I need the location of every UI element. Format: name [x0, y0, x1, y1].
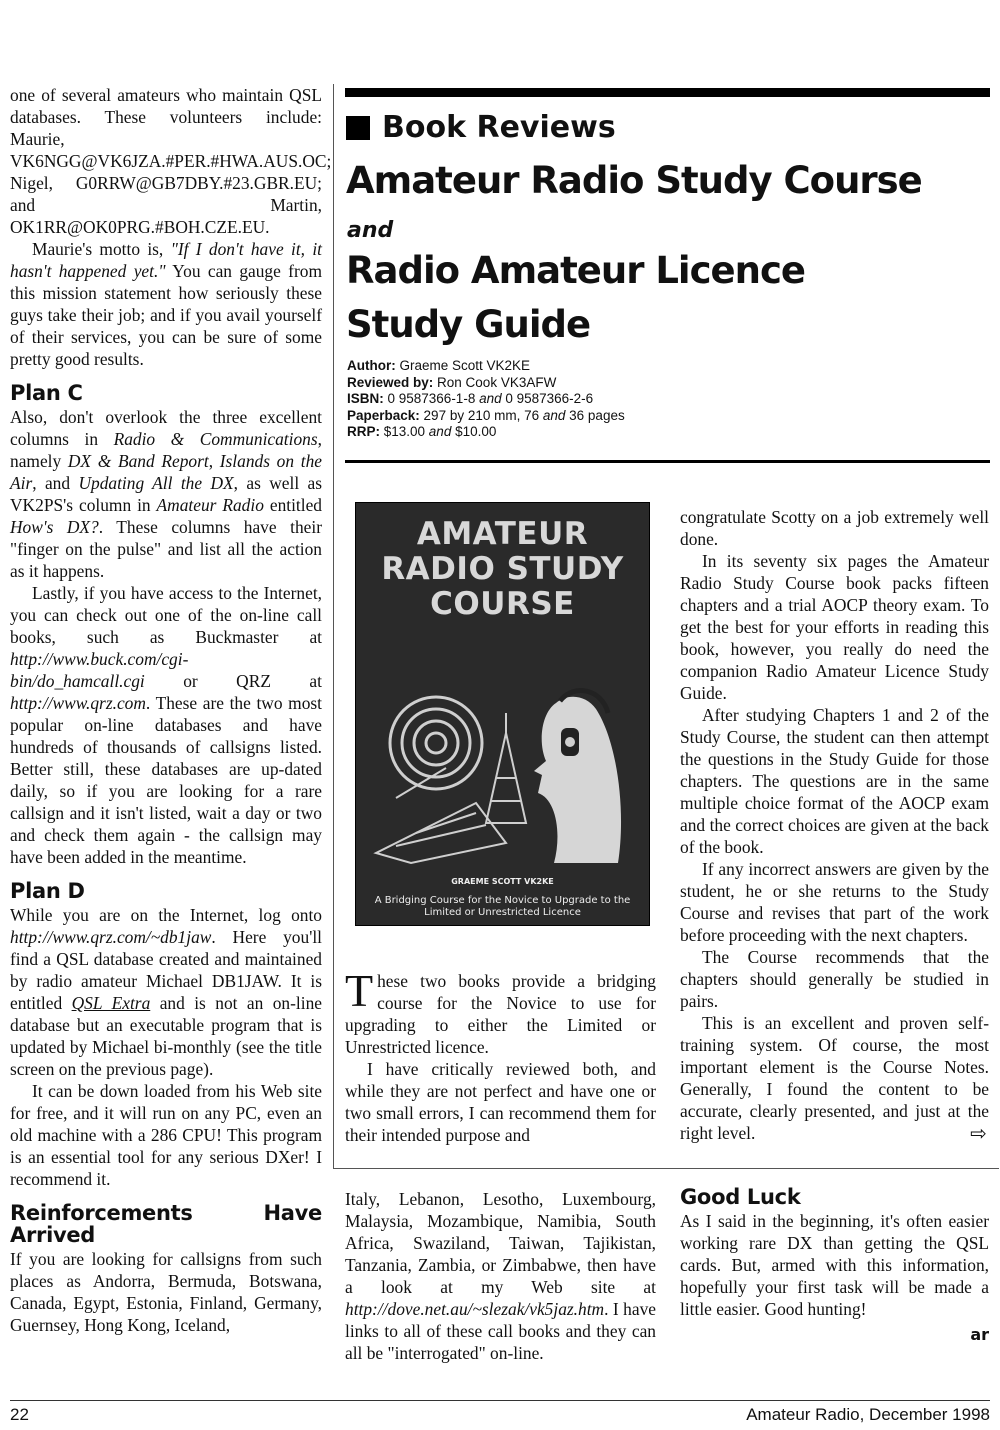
- cover-subtitle: A Bridging Course for the Novice to Upgrade to the Limited or Unrestricted Licence: [374, 895, 631, 918]
- review-box-bottom-rule: [333, 1168, 999, 1169]
- paragraph: After studying Chapters 1 and 2 of the Study Course, the student can then attempt the questions in the Study Guide for those chapters. The questions are in the same multiple choice format of the AOCP exam and the correct choices are given at the back of the book.: [680, 705, 989, 857]
- book-cover-image: [355, 502, 650, 926]
- section-heading-good-luck: Good Luck: [680, 1185, 801, 1209]
- lower-right-column: [680, 1186, 989, 1346]
- paragraph: While you are on the Internet, log onto http://www.qrz.com/~db1jaw. Here you'll find a QSL database created and maintained by radio amateur Michael DB1JAW. It is entitled QSL Extra and is not an on-line database but an executable program that is updated by Michael bi-monthly (see the title screen on the previous page).: [10, 905, 322, 1079]
- section-heading-plan-d: Plan D: [10, 879, 85, 903]
- paragraph: This is an excellent and proven self-training system. Of course, the most important element is the Course Notes. Generally, I found the content to be accurate, clearly presented, and just at the right level. ⇨: [680, 1013, 989, 1145]
- radio-operator-illustration: [356, 503, 649, 925]
- cover-title: AMATEUR RADIO STUDY COURSE: [381, 516, 624, 622]
- continue-arrow-icon: ⇨: [970, 1121, 987, 1145]
- paragraph: Also, don't overlook the three excellent columns in Radio & Communications, namely DX & Band Report, Islands on the Air, and Updating All the DX, as well as VK2PS's column in Amateur Radio entitled How's DX?. These columns have their "finger on the pulse" and list all the action as it happens.: [10, 407, 323, 581]
- right-column: [680, 506, 989, 1144]
- column-divider: [333, 84, 334, 1168]
- paragraph: In its seventy six pages the Amateur Radio Study Course book packs fifteen chapters and a trial AOCP theory exam. To get the best for your efforts in reading this book, however, you really do need the companion Radio Amateur Licence Study Guide.: [680, 551, 989, 703]
- middle-column: [345, 965, 656, 1146]
- paragraph: Maurie's motto is, "If I don't have it, it hasn't happened yet." You can gauge from this mission statement how seriously these guys take their job; and if you avail yourself of their services, you can be sure of some pretty good results.: [10, 239, 322, 369]
- lower-middle-column: [345, 1188, 656, 1364]
- review-title-1: Amateur Radio Study Course: [346, 159, 922, 202]
- paragraph: Italy, Lebanon, Lesotho, Luxembourg, Malaysia, Mozambique, Namibia, South Africa, Swaziland, Taiwan, Tajikistan, Tanzania, Zambia, or Zimbabwe, then have a look at my Web site at http://dove.net.au/~slezak/vk5jaz.htm. I have links to all of these call books and they can all be "interrogated" on-line.: [345, 1189, 656, 1363]
- square-bullet-icon: [346, 116, 370, 140]
- page-number: 22: [10, 1405, 29, 1424]
- book-details: Author: Graeme Scott VK2KE Reviewed by: Ron Cook VK3AFW ISBN: 0 9587366-1-8 and 0 9587366-2-6 Paperback: 297 by 210 mm, 76 and 36 pages RRP: $13.00 and $10.00: [347, 358, 625, 439]
- url-link[interactable]: http://www.buck.com/cgi-bin/do_hamcall.cgi: [10, 649, 189, 691]
- end-mark: ar: [970, 1325, 989, 1344]
- drop-cap: T: [345, 965, 374, 1016]
- url-link[interactable]: http://www.qrz.com/~db1jaw: [10, 927, 212, 947]
- section-heading-reinforcements: Reinforcements Have Arrived: [10, 1201, 322, 1247]
- paragraph: As I said in the beginning, it's often easier working rare DX than getting the QSL cards. But, armed with this information, hopefully your first task will be made a little easier. Good hunting!: [680, 1211, 989, 1319]
- review-title-2: Radio Amateur Licence: [346, 249, 805, 292]
- review-title-3: Study Guide: [346, 303, 591, 346]
- paragraph: If any incorrect answers are given by the student, he or she returns to the Study Course and revises that part of the work before proceeding with the next chapters.: [680, 859, 989, 945]
- paragraph: I have critically reviewed both, and while they are not perfect and have one or two small errors, I can recommend them for their intended purpose and: [345, 1059, 656, 1145]
- header-rule: [345, 460, 990, 463]
- publication-footer: Amateur Radio, December 1998: [746, 1405, 990, 1424]
- paragraph: Lastly, if you have access to the Internet, you can check out one of the on-line call books, such as Buckmaster at http://www.buck.com/cgi-bin/do_hamcall.cgi or QRZ at http://www.qrz.com. These are the two most popular on-line databases and have hundreds of thousands of callsigns listed. Better still, these databases are up-dated daily, so if you are looking for a rare callsign and it isn't listed, wait a day or two and check them again - the callsign may have been added in the meantime.: [10, 583, 322, 867]
- paragraph: The Course recommends that the chapters should generally be studied in pairs.: [680, 947, 989, 1011]
- top-rule: [345, 88, 990, 97]
- section-label: Book Reviews: [346, 112, 616, 144]
- footer-rule: [10, 1400, 990, 1401]
- paragraph: These two books provide a bridging course for the Novice to use for upgrading to either the Limited or Unrestricted licence.: [345, 965, 656, 1057]
- left-column: [10, 84, 332, 1336]
- cover-author: GRAEME SCOTT VK2KE: [451, 877, 554, 886]
- url-link[interactable]: http://dove.net.au/~slezak/vk5jaz.htm: [345, 1299, 605, 1319]
- paragraph: If you are looking for callsigns from such places as Andorra, Bermuda, Botswana, Canada, Egypt, Estonia, Finland, Germany, Guernsey, Hong Kong, Iceland,: [10, 1249, 322, 1335]
- paragraph: one of several amateurs who maintain QSL databases. These volunteers include: Maurie, VK6NGG@VK6JZA.#PER.#HWA.AUS.OC; Nigel, G0RRW@GB7DBY.#23.GBR.EU; and Martin, OK1RR@OK0PRG.#BOH.CZE.EU.: [10, 85, 332, 237]
- paragraph: It can be down loaded from his Web site for free, and it will run on any PC, even an old machine with a 286 CPU! This program is an essential tool for any serious DXer! I recommend it.: [10, 1081, 322, 1189]
- url-link[interactable]: http://www.qrz.com: [10, 693, 146, 713]
- paragraph: congratulate Scotty on a job extremely well done.: [680, 507, 989, 549]
- review-title-and: and: [347, 218, 394, 243]
- section-heading-plan-c: Plan C: [10, 381, 83, 405]
